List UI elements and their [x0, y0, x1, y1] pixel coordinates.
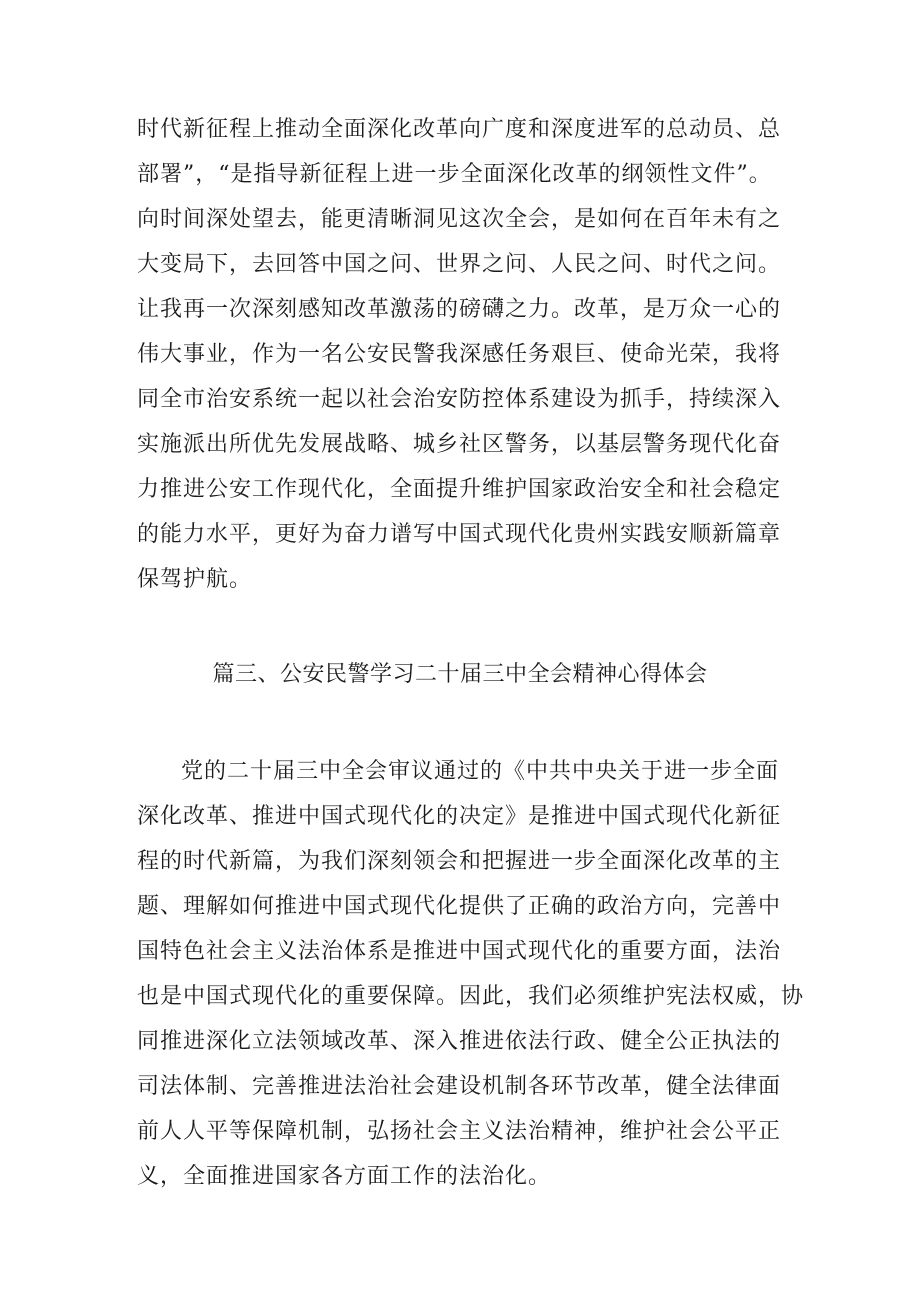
paragraph-line: 程的时代新篇，为我们深刻领会和把握进一步全面深化改革的主	[137, 849, 782, 874]
paragraph-line: 司法体制、完善推进法治社会建设机制各环节改革，健全法律面	[137, 1074, 782, 1099]
paragraph-line: 也是中国式现代化的重要保障。因此，我们必须维护宪法权威，协	[137, 984, 805, 1009]
paragraph-line: 的能力水平，更好为奋力谱写中国式现代化贵州实践安顺新篇章	[137, 522, 782, 547]
section-heading: 篇三、公安民警学习二十届三中全会精神心得体会	[212, 662, 708, 687]
paragraph-line: 实施派出所优先发展战略、城乡社区警务，以基层警务现代化奋	[137, 432, 782, 457]
paragraph-line: 力推进公安工作现代化，全面提升维护国家政治安全和社会稳定	[137, 477, 782, 502]
paragraph-line: 部署”，“是指导新征程上进一步全面深化改革的纲领性文件”。	[137, 162, 772, 187]
body-paragraph-2	[137, 749, 805, 1199]
paragraph-line: 题、理解如何推进中国式现代化提供了正确的政治方向，完善中	[137, 894, 782, 919]
paragraph-line: 向时间深处望去，能更清晰洞见这次全会，是如何在百年未有之	[137, 207, 782, 232]
paragraph-line: 让我再一次深刻感知改革激荡的磅礴之力。改革，是万众一心的	[137, 297, 782, 322]
paragraph-line: 义，全面推进国家各方面工作的法治化。	[137, 1164, 552, 1189]
paragraph-line: 党的二十届三中全会审议通过的《中共中央关于进一步全面	[181, 759, 780, 784]
paragraph-line: 深化改革、推进中国式现代化的决定》是推进中国式现代化新征	[137, 804, 782, 829]
paragraph-line: 同全市治安系统一起以社会治安防控体系建设为抓手，持续深入	[137, 387, 782, 412]
paragraph-line: 大变局下，去回答中国之问、世界之问、人民之问、时代之问。	[137, 252, 782, 277]
paragraph-line: 保驾护航。	[137, 567, 253, 592]
paragraph-line: 时代新征程上推动全面深化改革向广度和深度进军的总动员、总	[137, 117, 782, 142]
body-paragraph-1	[137, 107, 797, 602]
paragraph-line: 前人人平等保障机制，弘扬社会主义法治精神，维护社会公平正	[137, 1119, 782, 1144]
paragraph-line: 伟大事业，作为一名公安民警我深感任务艰巨、使命光荣，我将	[137, 342, 782, 367]
paragraph-line: 同推进深化立法领域改革、深入推进依法行政、健全公正执法的	[137, 1029, 782, 1054]
paragraph-line: 国特色社会主义法治体系是推进中国式现代化的重要方面，法治	[137, 939, 782, 964]
